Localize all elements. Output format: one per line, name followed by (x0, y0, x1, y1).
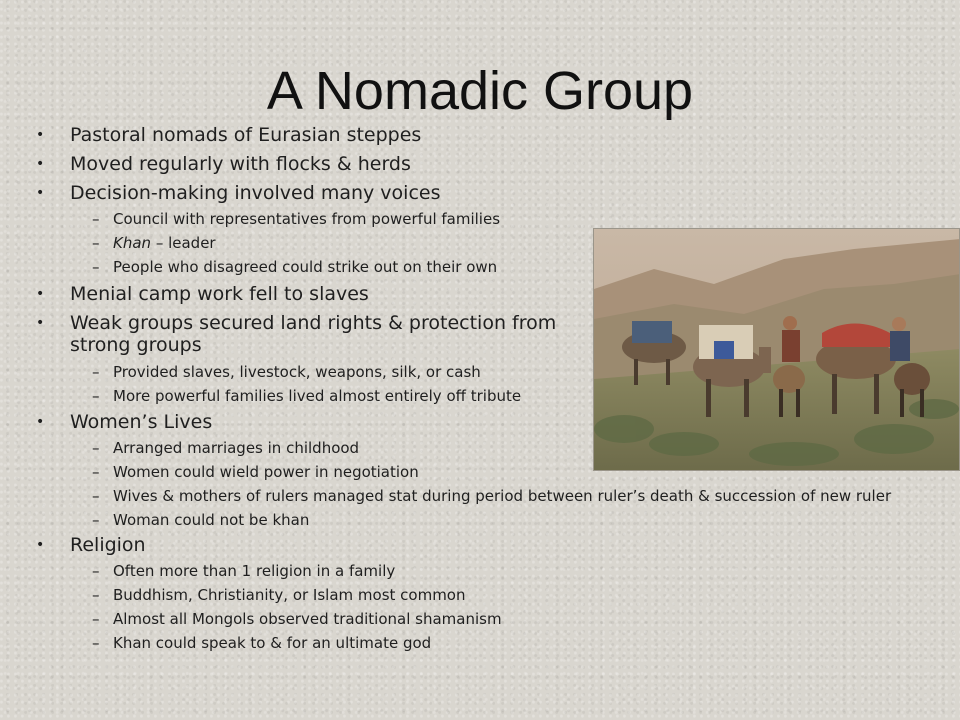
sub-bullet-item (36, 235, 633, 251)
bullet-text: Moved regularly with flocks & herds (70, 153, 411, 175)
bullet-item (36, 153, 590, 175)
slide-title: A Nomadic Group (266, 61, 694, 121)
sub-bullet-text: Almost all Mongols observed traditional shamanism (113, 610, 502, 628)
dash-marker: – (92, 610, 100, 628)
sub-bullet-item (36, 364, 633, 380)
sub-bullet-item (36, 488, 913, 504)
bullet-item (36, 411, 590, 433)
sub-bullet-item (36, 512, 913, 528)
sub-bullet-text: Khan could speak to & for an ultimate god (113, 634, 432, 652)
sub-bullet-item (36, 211, 633, 227)
bullet-marker: • (36, 286, 45, 302)
sub-bullet-text: Buddhism, Christianity, or Islam most common (113, 586, 466, 604)
bullet-marker: • (36, 127, 45, 143)
sub-bullet-text: – leader (151, 234, 216, 252)
sub-bullet-item (36, 635, 913, 651)
bullet-item (36, 283, 590, 305)
sub-bullet-text: Often more than 1 religion in a family (113, 562, 396, 580)
bullet-text: Weak groups secured land rights & protection from strong groups (70, 312, 557, 356)
nomad-caravan-photo (593, 228, 960, 471)
bullet-marker: • (36, 537, 45, 553)
sub-bullet-text: Woman could not be khan (113, 511, 310, 529)
sub-bullet-text: Women could wield power in negotiation (113, 463, 419, 481)
dash-marker: – (92, 487, 100, 505)
sub-bullet-text: Wives & mothers of rulers managed stat during period between ruler’s death & succession of new ruler (113, 487, 892, 505)
sub-bullet-item (36, 259, 633, 275)
bullet-text: Pastoral nomads of Eurasian steppes (70, 124, 422, 146)
dash-marker: – (92, 463, 100, 481)
dash-marker: – (92, 511, 100, 529)
bullet-text: Women’s Lives (70, 411, 213, 433)
sub-bullet-item (36, 388, 583, 404)
sub-bullet-item (36, 587, 913, 603)
bullet-marker: • (36, 156, 45, 172)
bullet-item (36, 534, 870, 556)
bullet-text: Menial camp work fell to slaves (70, 283, 369, 305)
bullet-text: Religion (70, 534, 146, 556)
khan-term: Khan (113, 234, 152, 252)
bullet-item (36, 124, 590, 146)
dash-marker: – (92, 210, 100, 228)
bullet-marker: • (36, 315, 45, 331)
bullet-marker: • (36, 414, 45, 430)
sub-bullet-text: People who disagreed could strike out on their own (113, 258, 498, 276)
dash-marker: – (92, 634, 100, 652)
dash-marker: – (92, 363, 100, 381)
dash-marker: – (92, 234, 100, 252)
sub-bullet-text: Council with representatives from powerful families (113, 210, 501, 228)
dash-marker: – (92, 562, 100, 580)
sub-bullet-text: More powerful families lived almost entirely off tribute (113, 387, 522, 405)
sub-bullet-item (36, 563, 913, 579)
sub-bullet-item (36, 611, 913, 627)
sub-bullet-text: Provided slaves, livestock, weapons, silk, or cash (113, 363, 481, 381)
bullet-text: Decision-making involved many voices (70, 182, 441, 204)
dash-marker: – (92, 387, 100, 405)
sub-bullet-text: Arranged marriages in childhood (113, 439, 360, 457)
dash-marker: – (92, 586, 100, 604)
dash-marker: – (92, 439, 100, 457)
bullet-item (36, 182, 590, 204)
dash-marker: – (92, 258, 100, 276)
bullet-item (36, 312, 590, 356)
bullet-marker: • (36, 185, 45, 201)
